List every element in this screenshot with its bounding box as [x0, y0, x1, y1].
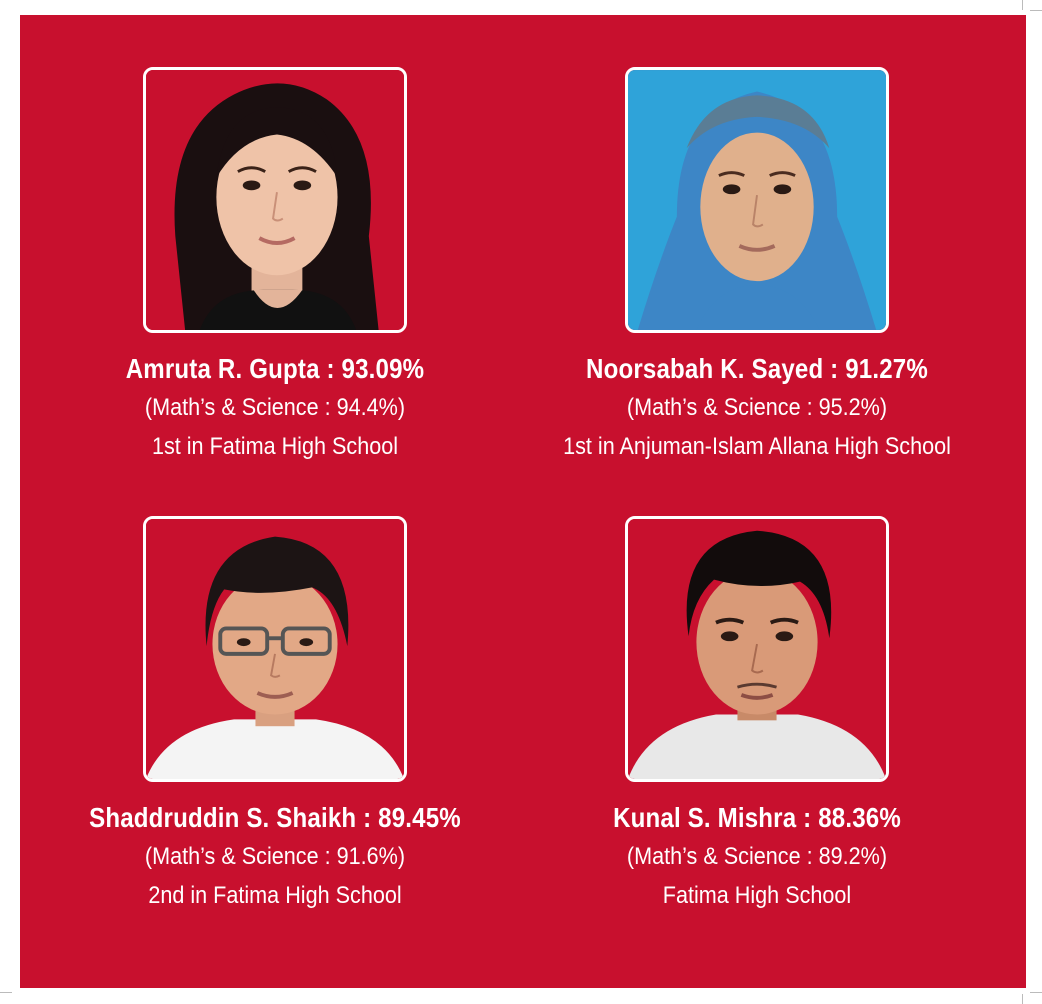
student-photo: [143, 516, 407, 782]
subject-score: (Math’s & Science : 91.6%): [144, 843, 406, 870]
student-name-score: Noorsabah K. Sayed : 91.27%: [586, 353, 928, 384]
crop-mark: [1030, 992, 1042, 993]
student-photo: [625, 67, 889, 333]
toppers-panel: [20, 15, 1026, 988]
student-name-score: Shaddruddin S. Shaikh : 89.45%: [89, 802, 461, 833]
portrait-boy-glasses-icon: [146, 519, 404, 779]
school-rank: Fatima High School: [662, 882, 852, 909]
student-photo: [143, 67, 407, 333]
subject-score: (Math’s & Science : 95.2%): [626, 394, 888, 421]
crop-mark: [1030, 10, 1042, 11]
student-name-score: Amruta R. Gupta : 93.09%: [125, 353, 425, 384]
student-card: [35, 67, 515, 461]
subject-score: (Math’s & Science : 94.4%): [144, 394, 406, 421]
school-rank: 1st in Anjuman-Islam Allana High School: [563, 433, 951, 460]
student-card: [517, 67, 997, 461]
student-card: [35, 516, 515, 910]
student-name-score: Kunal S. Mishra : 88.36%: [613, 802, 901, 833]
subject-score: (Math’s & Science : 89.2%): [626, 843, 888, 870]
crop-mark: [1022, 0, 1023, 10]
portrait-girl-headscarf-icon: [628, 70, 886, 330]
crop-mark: [0, 992, 12, 993]
portrait-girl-icon: [146, 70, 404, 330]
portrait-boy-icon: [628, 519, 886, 779]
school-rank: 2nd in Fatima High School: [148, 882, 402, 909]
student-card: [517, 516, 997, 910]
crop-mark: [1022, 994, 1023, 1004]
student-photo: [625, 516, 889, 782]
school-rank: 1st in Fatima High School: [151, 433, 399, 460]
